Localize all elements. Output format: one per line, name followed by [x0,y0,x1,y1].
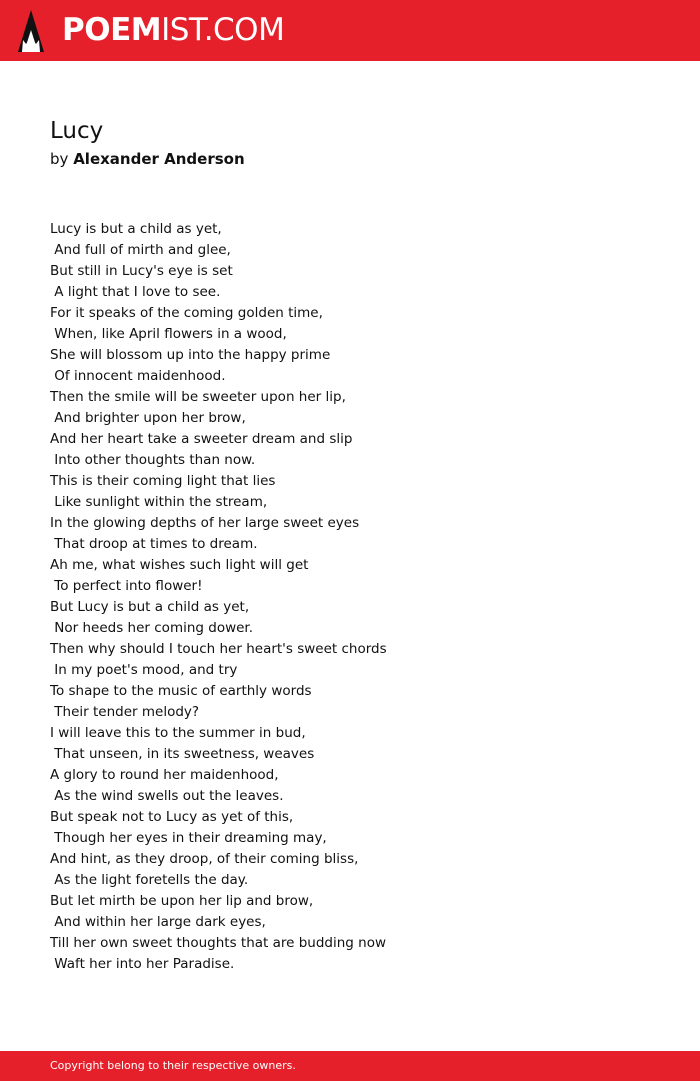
pencil-tip-icon [18,10,44,52]
poem-line: To perfect into flower! [50,578,203,594]
poem-line: And full of mirth and glee, [50,242,231,258]
by-label: by [50,150,69,168]
logo-text-bold: POEM [62,12,162,48]
poem-line: And hint, as they droop, of their coming bliss, [50,851,359,867]
poem-body [50,219,650,975]
poem-line: Then the smile will be sweeter upon her lip, [50,389,346,405]
poem-line: Into other thoughts than now. [50,452,256,468]
site-footer [0,1051,700,1081]
poem-line: Though her eyes in their dreaming may, [50,830,327,846]
byline [50,149,245,169]
poem-line: In the glowing depths of her large sweet eyes [50,515,360,531]
poem-line: And her heart take a sweeter dream and slip [50,431,353,447]
poem-line: Then why should I touch her heart's sweet chords [50,641,387,657]
poem-line: Their tender melody? [50,704,200,720]
copyright-text: Copyright belong to their respective owners. [50,1059,296,1072]
poem-line: Like sunlight within the stream, [50,494,268,510]
poem-title: Lucy [50,118,104,144]
poem-line: And brighter upon her brow, [50,410,246,426]
poem-line: When, like April flowers in a wood, [50,326,287,342]
poem-line: Of innocent maidenhood. [50,368,226,384]
site-logo[interactable] [62,12,284,48]
poem-line: In my poet's mood, and try [50,662,238,678]
poem-line: A light that I love to see. [50,284,221,300]
poem-line: Ah me, what wishes such light will get [50,557,309,573]
poem-line: She will blossom up into the happy prime [50,347,331,363]
poem-line: But speak not to Lucy as yet of this, [50,809,294,825]
logo-text-light: IST.COM [161,12,285,48]
site-header [0,0,700,61]
poem-line: For it speaks of the coming golden time, [50,305,323,321]
poem-line: That unseen, in its sweetness, weaves [50,746,315,762]
poem-line: And within her large dark eyes, [50,914,266,930]
author-name: Alexander Anderson [73,150,245,168]
poem-line: Lucy is but a child as yet, [50,221,222,237]
poem-line: But let mirth be upon her lip and brow, [50,893,314,909]
poem-line: To shape to the music of earthly words [50,683,312,699]
poem-line: As the light foretells the day. [50,872,249,888]
poem-line: A glory to round her maidenhood, [50,767,279,783]
poem-line: Waft her into her Paradise. [50,956,235,972]
poem-line: But Lucy is but a child as yet, [50,599,250,615]
poem-line: This is their coming light that lies [50,473,276,489]
poem-line: That droop at times to dream. [50,536,258,552]
poem-line: But still in Lucy's eye is set [50,263,233,279]
poem-line: I will leave this to the summer in bud, [50,725,306,741]
poem-line: Nor heeds her coming dower. [50,620,254,636]
poem-line: Till her own sweet thoughts that are budding now [50,935,387,951]
poem-line: As the wind swells out the leaves. [50,788,284,804]
